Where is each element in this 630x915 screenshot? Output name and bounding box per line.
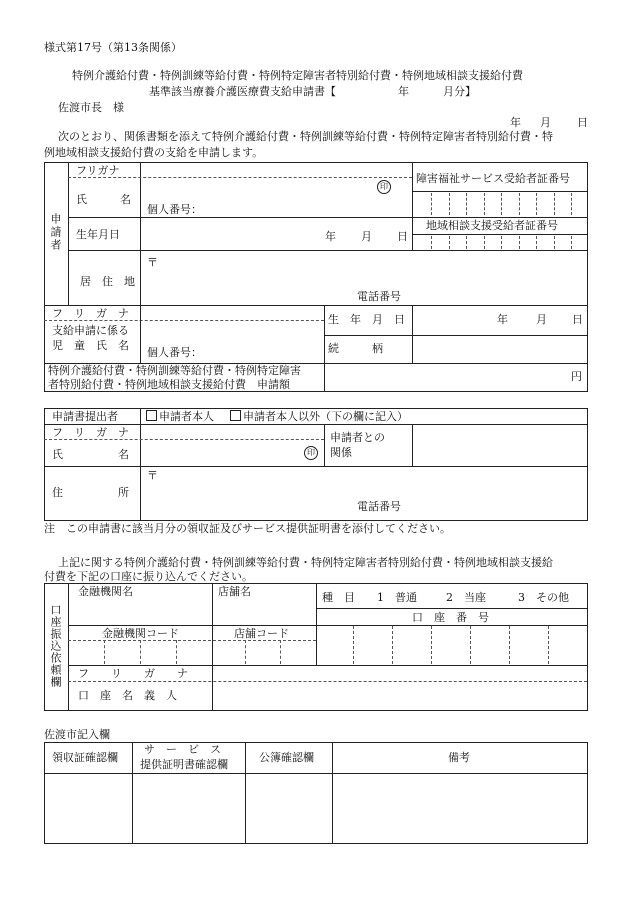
checkbox-other[interactable] (230, 410, 241, 421)
receipt-check-label: 領収証確認欄 (52, 751, 118, 764)
bank-type-option-3[interactable]: 3 その他 (518, 591, 569, 604)
applicant-birth-month: 月 (361, 230, 372, 243)
intro-line2: 例地域相談支援給付費の支給を申請します。 (44, 146, 264, 159)
city-section-title: 佐渡市記入欄 (44, 728, 110, 741)
account-number-label: 口 座 番 号 (412, 611, 489, 624)
form-number: 様式第17号（第13条関係） (44, 41, 182, 54)
child-personal-number-label: 個人番号： (147, 346, 202, 359)
title-year: 年 (398, 85, 409, 98)
applicant-address-label: 居 住 地 (80, 275, 135, 288)
regional-cert-label: 地域相談支援受給者証番号 (426, 219, 558, 232)
amount-label-1: 特例介護給付費・特例訓練等給付費・特例特定障害 (48, 364, 301, 377)
title-line2: 基準該当療養介護医療費支給申請書【 (149, 85, 336, 98)
relation-label: 続 柄 (328, 342, 383, 355)
submitter-relation-label-1: 申請者との (330, 431, 385, 444)
submitter-phone-label: 電話番号 (357, 500, 401, 513)
child-birth-year: 年 (497, 313, 508, 326)
date-month: 月 (540, 116, 551, 129)
bank-section-label: 口座振込依頼欄 (49, 604, 62, 688)
bank-type-option-1[interactable]: 1 普通 (377, 591, 417, 604)
submitter-address-label: 住 所 (52, 486, 129, 499)
child-birth-month: 月 (536, 313, 547, 326)
bank-furigana-label: フ リ ガ ナ (78, 667, 188, 680)
submitter-option-other[interactable] (230, 410, 408, 423)
child-furigana-label: フ リ ガ ナ (52, 307, 129, 320)
disability-cert-label: 障害福祉サービス受給者証番号 (416, 172, 570, 185)
submitter-relation-label-2: 関係 (330, 446, 352, 459)
applicant-furigana-label: フリガナ (76, 164, 120, 177)
institution-code-label: 金融機関コード (102, 627, 179, 640)
submitter-postal-mark: 〒 (147, 469, 158, 482)
title-month: 月分】 (443, 85, 476, 98)
note: 注 この申請書に該当月分の領収証及びサービス提供証明書を添付してください。 (44, 522, 451, 535)
service-check-label-1: サ ー ビ ス (144, 743, 221, 756)
date-year: 年 (510, 116, 521, 129)
applicant-birth-day: 日 (397, 230, 408, 243)
transfer-intro-line1: 上記に関する特例介護給付費・特例訓練等給付費・特例特定障害者特別給付費・特例地域相談支援給 (58, 556, 553, 569)
applicant-personal-number-label: 個人番号： (147, 203, 202, 216)
applicant-postal-mark: 〒 (147, 256, 158, 269)
registry-check-label: 公簿確認欄 (259, 751, 314, 764)
checkbox-self[interactable] (146, 410, 157, 421)
applicant-seal-icon: 印 (377, 180, 391, 194)
transfer-intro-line2: 付費を下記の口座に振り込んでください。 (44, 570, 253, 583)
applicant-birth-label: 生年月日 (76, 228, 120, 241)
applicant-section-label: 申請者 (49, 213, 62, 252)
child-name-label-2: 児 童 氏 名 (52, 339, 129, 352)
yen-label: 円 (571, 370, 582, 383)
amount-label-2: 者特別給付費・特例地域相談支援給付費 申請額 (48, 378, 290, 391)
branch-code-label: 店舗コード (234, 627, 289, 640)
bank-institution-label: 金融機関名 (78, 585, 133, 598)
applicant-name-label: 氏 名 (76, 193, 131, 206)
bank-branch-label: 店舗名 (218, 585, 251, 598)
intro-line1: 次のとおり、関係書類を添えて特例介護給付費・特例訓練等給付費・特例特定障害者特別給付費・特 (58, 130, 553, 143)
account-holder-label: 口 座 名 義 人 (78, 689, 177, 702)
submitter-option-self-label: 申請者本人 (159, 410, 214, 423)
submitter-option-self[interactable] (146, 410, 214, 423)
date-day: 日 (577, 116, 588, 129)
child-name-label-1: 支給申請に係る (52, 324, 129, 337)
child-birth-label: 生 年 月 日 (328, 313, 405, 326)
submitter-option-other-label: 申請者本人以外（下の欄に記入） (243, 410, 408, 423)
submitter-label: 申請書提出者 (52, 410, 118, 423)
bank-type-option-2[interactable]: 2 当座 (446, 591, 486, 604)
applicant-phone-label: 電話番号 (357, 290, 401, 303)
submitter-furigana-label: フ リ ガ ナ (52, 426, 129, 439)
service-check-label-2: 提供証明書確認欄 (140, 758, 228, 771)
remarks-label: 備考 (448, 751, 470, 764)
addressee: 佐渡市長 様 (58, 101, 124, 114)
child-birth-day: 日 (572, 313, 583, 326)
applicant-birth-year: 年 (325, 230, 336, 243)
submitter-seal-icon: 印 (304, 446, 318, 460)
bank-type-label: 種 目 (322, 591, 355, 604)
submitter-name-label: 氏 名 (52, 448, 129, 461)
title-line1: 特例介護給付費・特例訓練等給付費・特例特定障害者特別給付費・特例地域相談支援給付費 (72, 69, 523, 82)
